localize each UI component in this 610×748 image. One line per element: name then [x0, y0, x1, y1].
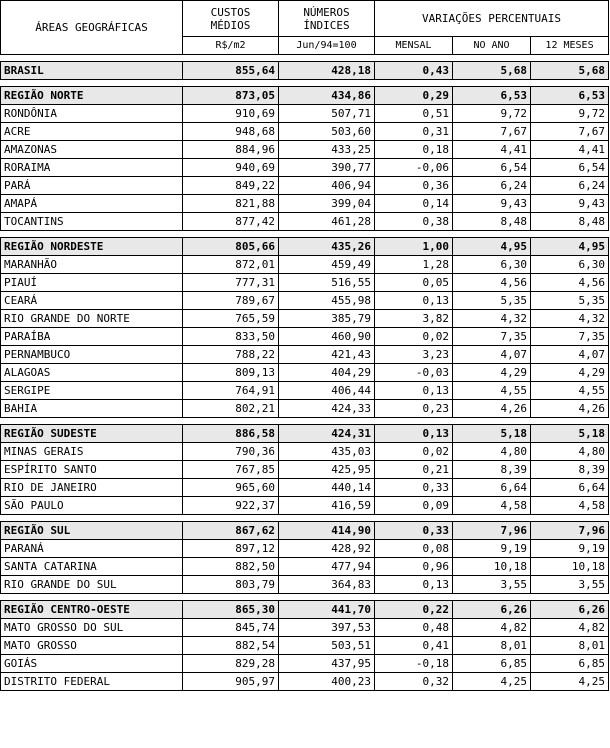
- region-row: [1, 238, 609, 256]
- region-row: [1, 87, 609, 105]
- cell-mensal: 0,23: [375, 400, 453, 418]
- cell-custo: 802,21: [183, 400, 279, 418]
- header-numeros-line2: ÍNDICES: [303, 18, 350, 32]
- spacer-cell: [1, 515, 609, 522]
- state-row: [1, 328, 609, 346]
- cell-name: GOIÁS: [1, 655, 183, 673]
- cell-ano: 10,18: [453, 558, 531, 576]
- cell-custo: 922,37: [183, 497, 279, 515]
- cell-mensal: -0,18: [375, 655, 453, 673]
- cell-custo: 845,74: [183, 619, 279, 637]
- cell-indice: 414,90: [279, 522, 375, 540]
- cell-name: TOCANTINS: [1, 213, 183, 231]
- state-row: [1, 576, 609, 594]
- cell-mensal: 0,96: [375, 558, 453, 576]
- cell-custo: 849,22: [183, 177, 279, 195]
- cell-name: RORAIMA: [1, 159, 183, 177]
- cell-custo: 872,01: [183, 256, 279, 274]
- cell-indice: 404,29: [279, 364, 375, 382]
- header-mensal: MENSAL: [375, 37, 453, 55]
- cell-custo: 833,50: [183, 328, 279, 346]
- cell-indice: 425,95: [279, 461, 375, 479]
- state-row: [1, 105, 609, 123]
- spacer-row: [1, 594, 609, 601]
- cell-doze: 4,25: [531, 673, 609, 691]
- header-custos: [183, 1, 279, 37]
- cell-mensal: 0,31: [375, 123, 453, 141]
- cell-custo: 855,64: [183, 62, 279, 80]
- cell-mensal: 0,32: [375, 673, 453, 691]
- cell-doze: 9,43: [531, 195, 609, 213]
- cell-custo: 877,42: [183, 213, 279, 231]
- cell-name: MINAS GERAIS: [1, 443, 183, 461]
- cell-custo: 790,36: [183, 443, 279, 461]
- cell-indice: 399,04: [279, 195, 375, 213]
- cell-indice: 406,94: [279, 177, 375, 195]
- cell-ano: 3,55: [453, 576, 531, 594]
- cell-mensal: 0,02: [375, 443, 453, 461]
- brasil-row: [1, 62, 609, 80]
- cell-indice: 503,51: [279, 637, 375, 655]
- cell-ano: 6,26: [453, 601, 531, 619]
- cell-name: RIO GRANDE DO NORTE: [1, 310, 183, 328]
- cell-ano: 4,07: [453, 346, 531, 364]
- cell-indice: 503,60: [279, 123, 375, 141]
- spacer-cell: [1, 231, 609, 238]
- state-row: [1, 310, 609, 328]
- cell-ano: 6,54: [453, 159, 531, 177]
- cell-doze: 4,07: [531, 346, 609, 364]
- cell-custo: 865,30: [183, 601, 279, 619]
- cell-mensal: 0,14: [375, 195, 453, 213]
- cell-name: RONDÔNIA: [1, 105, 183, 123]
- cell-ano: 6,64: [453, 479, 531, 497]
- cell-doze: 6,53: [531, 87, 609, 105]
- cell-name: ALAGOAS: [1, 364, 183, 382]
- header-numeros: [279, 1, 375, 37]
- state-row: [1, 619, 609, 637]
- cell-custo: 765,59: [183, 310, 279, 328]
- cell-name: CEARÁ: [1, 292, 183, 310]
- cell-name: MATO GROSSO: [1, 637, 183, 655]
- cell-custo: 884,96: [183, 141, 279, 159]
- cell-custo: 882,50: [183, 558, 279, 576]
- state-row: [1, 123, 609, 141]
- cell-mensal: -0,06: [375, 159, 453, 177]
- cell-name: PARAÍBA: [1, 328, 183, 346]
- cell-indice: 400,23: [279, 673, 375, 691]
- cell-indice: 435,03: [279, 443, 375, 461]
- cell-name: PIAUÍ: [1, 274, 183, 292]
- cell-name: MATO GROSSO DO SUL: [1, 619, 183, 637]
- state-row: [1, 479, 609, 497]
- state-row: [1, 346, 609, 364]
- cell-custo: 867,62: [183, 522, 279, 540]
- cell-ano: 6,24: [453, 177, 531, 195]
- state-row: [1, 461, 609, 479]
- cell-indice: 428,92: [279, 540, 375, 558]
- cell-custo: 897,12: [183, 540, 279, 558]
- cell-ano: 6,53: [453, 87, 531, 105]
- header-numeros-line1: NÚMEROS: [303, 5, 350, 19]
- cell-custo: 805,66: [183, 238, 279, 256]
- cell-mensal: 0,33: [375, 479, 453, 497]
- cell-doze: 6,85: [531, 655, 609, 673]
- header-areas: ÁREAS GEOGRÁFICAS: [1, 1, 183, 55]
- cell-name: PERNAMBUCO: [1, 346, 183, 364]
- cell-name: SANTA CATARINA: [1, 558, 183, 576]
- spacer-cell: [1, 418, 609, 425]
- cell-custo: 873,05: [183, 87, 279, 105]
- cell-ano: 6,30: [453, 256, 531, 274]
- cell-indice: 416,59: [279, 497, 375, 515]
- state-row: [1, 382, 609, 400]
- cell-mensal: 0,33: [375, 522, 453, 540]
- cell-ano: 7,96: [453, 522, 531, 540]
- cell-doze: 8,48: [531, 213, 609, 231]
- cell-custo: 829,28: [183, 655, 279, 673]
- state-row: [1, 177, 609, 195]
- cell-name: REGIÃO NORTE: [1, 87, 183, 105]
- cell-doze: 4,29: [531, 364, 609, 382]
- cell-name: PARANÁ: [1, 540, 183, 558]
- cell-custo: 965,60: [183, 479, 279, 497]
- cell-custo: 886,58: [183, 425, 279, 443]
- header-custos-unit: R$/m2: [183, 37, 279, 55]
- state-row: [1, 141, 609, 159]
- cell-ano: 8,01: [453, 637, 531, 655]
- header-numeros-unit: Jun/94=100: [279, 37, 375, 55]
- cell-mensal: 0,13: [375, 382, 453, 400]
- state-row: [1, 274, 609, 292]
- cell-mensal: 0,43: [375, 62, 453, 80]
- cell-doze: 4,58: [531, 497, 609, 515]
- cell-doze: 7,35: [531, 328, 609, 346]
- header-custos-line2: MÉDIOS: [210, 18, 251, 32]
- cell-indice: 428,18: [279, 62, 375, 80]
- cell-indice: 385,79: [279, 310, 375, 328]
- cell-ano: 4,26: [453, 400, 531, 418]
- cell-doze: 4,56: [531, 274, 609, 292]
- cell-indice: 421,43: [279, 346, 375, 364]
- spacer-row: [1, 231, 609, 238]
- cell-ano: 8,39: [453, 461, 531, 479]
- cell-ano: 7,35: [453, 328, 531, 346]
- state-row: [1, 497, 609, 515]
- cell-ano: 9,43: [453, 195, 531, 213]
- state-row: [1, 195, 609, 213]
- cell-mensal: 0,22: [375, 601, 453, 619]
- spacer-row: [1, 80, 609, 87]
- cell-name: AMAPÁ: [1, 195, 183, 213]
- cell-mensal: 3,23: [375, 346, 453, 364]
- cell-name: REGIÃO SUDESTE: [1, 425, 183, 443]
- cell-doze: 6,54: [531, 159, 609, 177]
- cell-mensal: 0,38: [375, 213, 453, 231]
- state-row: [1, 443, 609, 461]
- state-row: [1, 159, 609, 177]
- header-no-ano: NO ANO: [453, 37, 531, 55]
- cell-doze: 6,26: [531, 601, 609, 619]
- spacer-row: [1, 515, 609, 522]
- cell-mensal: 0,48: [375, 619, 453, 637]
- cell-name: REGIÃO NORDESTE: [1, 238, 183, 256]
- cell-mensal: 0,36: [375, 177, 453, 195]
- cell-custo: 788,22: [183, 346, 279, 364]
- cell-doze: 6,64: [531, 479, 609, 497]
- cell-name: PARÁ: [1, 177, 183, 195]
- cell-doze: 9,19: [531, 540, 609, 558]
- cell-mensal: 0,18: [375, 141, 453, 159]
- cell-mensal: 0,13: [375, 425, 453, 443]
- state-row: [1, 213, 609, 231]
- cell-ano: 7,67: [453, 123, 531, 141]
- cell-custo: 905,97: [183, 673, 279, 691]
- cell-ano: 4,25: [453, 673, 531, 691]
- cell-doze: 4,95: [531, 238, 609, 256]
- cell-doze: 7,67: [531, 123, 609, 141]
- state-row: [1, 558, 609, 576]
- cell-doze: 9,72: [531, 105, 609, 123]
- spacer-cell: [1, 55, 609, 62]
- cell-name: BAHIA: [1, 400, 183, 418]
- cell-name: SERGIPE: [1, 382, 183, 400]
- cell-mensal: 1,28: [375, 256, 453, 274]
- cell-indice: 459,49: [279, 256, 375, 274]
- cell-ano: 9,19: [453, 540, 531, 558]
- state-row: [1, 364, 609, 382]
- cell-custo: 789,67: [183, 292, 279, 310]
- region-row: [1, 601, 609, 619]
- cell-doze: 4,41: [531, 141, 609, 159]
- cell-doze: 8,39: [531, 461, 609, 479]
- cell-custo: 803,79: [183, 576, 279, 594]
- cell-mensal: -0,03: [375, 364, 453, 382]
- cell-name: MARANHÃO: [1, 256, 183, 274]
- cell-name: DISTRITO FEDERAL: [1, 673, 183, 691]
- cell-mensal: 0,13: [375, 292, 453, 310]
- cell-ano: 8,48: [453, 213, 531, 231]
- header-variacoes: VARIAÇÕES PERCENTUAIS: [375, 1, 609, 37]
- cell-doze: 8,01: [531, 637, 609, 655]
- state-row: [1, 637, 609, 655]
- cell-custo: 767,85: [183, 461, 279, 479]
- cell-mensal: 1,00: [375, 238, 453, 256]
- cell-indice: 435,26: [279, 238, 375, 256]
- cell-ano: 4,32: [453, 310, 531, 328]
- cell-indice: 397,53: [279, 619, 375, 637]
- state-row: [1, 400, 609, 418]
- cell-name: RIO DE JANEIRO: [1, 479, 183, 497]
- state-row: [1, 292, 609, 310]
- cell-indice: 437,95: [279, 655, 375, 673]
- cell-mensal: 0,09: [375, 497, 453, 515]
- cell-indice: 460,90: [279, 328, 375, 346]
- cell-indice: 364,83: [279, 576, 375, 594]
- cell-mensal: 0,41: [375, 637, 453, 655]
- cell-custo: 764,91: [183, 382, 279, 400]
- state-row: [1, 655, 609, 673]
- cell-name: SÃO PAULO: [1, 497, 183, 515]
- cell-ano: 5,18: [453, 425, 531, 443]
- cell-ano: 6,85: [453, 655, 531, 673]
- spacer-row: [1, 418, 609, 425]
- cell-ano: 4,29: [453, 364, 531, 382]
- cell-indice: 440,14: [279, 479, 375, 497]
- region-row: [1, 425, 609, 443]
- cell-custo: 777,31: [183, 274, 279, 292]
- cell-custo: 910,69: [183, 105, 279, 123]
- cell-doze: 6,30: [531, 256, 609, 274]
- cell-indice: 516,55: [279, 274, 375, 292]
- cell-indice: 477,94: [279, 558, 375, 576]
- cell-ano: 4,41: [453, 141, 531, 159]
- region-row: [1, 522, 609, 540]
- cell-doze: 4,82: [531, 619, 609, 637]
- cell-name: AMAZONAS: [1, 141, 183, 159]
- cell-ano: 9,72: [453, 105, 531, 123]
- cell-ano: 4,95: [453, 238, 531, 256]
- cell-indice: 406,44: [279, 382, 375, 400]
- cell-custo: 948,68: [183, 123, 279, 141]
- spacer-row: [1, 55, 609, 62]
- cell-mensal: 0,05: [375, 274, 453, 292]
- spacer-cell: [1, 80, 609, 87]
- cell-mensal: 0,29: [375, 87, 453, 105]
- header-row-top: [1, 1, 609, 37]
- cell-ano: 4,55: [453, 382, 531, 400]
- header-custos-line1: CUSTOS: [210, 5, 251, 19]
- cell-ano: 4,82: [453, 619, 531, 637]
- state-row: [1, 540, 609, 558]
- cell-doze: 4,80: [531, 443, 609, 461]
- state-row: [1, 673, 609, 691]
- cell-mensal: 0,08: [375, 540, 453, 558]
- header-12-meses: 12 MESES: [531, 37, 609, 55]
- cell-custo: 882,54: [183, 637, 279, 655]
- cell-ano: 4,58: [453, 497, 531, 515]
- cell-custo: 821,88: [183, 195, 279, 213]
- cell-name: REGIÃO CENTRO-OESTE: [1, 601, 183, 619]
- cell-ano: 5,35: [453, 292, 531, 310]
- cell-name: ESPÍRITO SANTO: [1, 461, 183, 479]
- cell-custo: 809,13: [183, 364, 279, 382]
- cell-indice: 433,25: [279, 141, 375, 159]
- cell-doze: 3,55: [531, 576, 609, 594]
- table-body: [1, 1, 609, 691]
- cell-custo: 940,69: [183, 159, 279, 177]
- cell-indice: 441,70: [279, 601, 375, 619]
- cell-mensal: 3,82: [375, 310, 453, 328]
- cell-ano: 4,56: [453, 274, 531, 292]
- cell-doze: 4,26: [531, 400, 609, 418]
- cell-ano: 5,68: [453, 62, 531, 80]
- cell-doze: 5,18: [531, 425, 609, 443]
- cell-indice: 424,33: [279, 400, 375, 418]
- cell-mensal: 0,02: [375, 328, 453, 346]
- cell-doze: 5,68: [531, 62, 609, 80]
- cell-doze: 4,55: [531, 382, 609, 400]
- cell-name: RIO GRANDE DO SUL: [1, 576, 183, 594]
- cell-doze: 4,32: [531, 310, 609, 328]
- cell-indice: 434,86: [279, 87, 375, 105]
- cell-doze: 6,24: [531, 177, 609, 195]
- cell-doze: 10,18: [531, 558, 609, 576]
- state-row: [1, 256, 609, 274]
- cell-indice: 455,98: [279, 292, 375, 310]
- cell-indice: 507,71: [279, 105, 375, 123]
- cell-indice: 461,28: [279, 213, 375, 231]
- cell-indice: 390,77: [279, 159, 375, 177]
- cell-doze: 5,35: [531, 292, 609, 310]
- cell-name: REGIÃO SUL: [1, 522, 183, 540]
- cell-mensal: 0,51: [375, 105, 453, 123]
- cell-ano: 4,80: [453, 443, 531, 461]
- cell-doze: 7,96: [531, 522, 609, 540]
- cell-indice: 424,31: [279, 425, 375, 443]
- spacer-cell: [1, 594, 609, 601]
- cell-name: BRASIL: [1, 62, 183, 80]
- cell-mensal: 0,21: [375, 461, 453, 479]
- cell-mensal: 0,13: [375, 576, 453, 594]
- cell-name: ACRE: [1, 123, 183, 141]
